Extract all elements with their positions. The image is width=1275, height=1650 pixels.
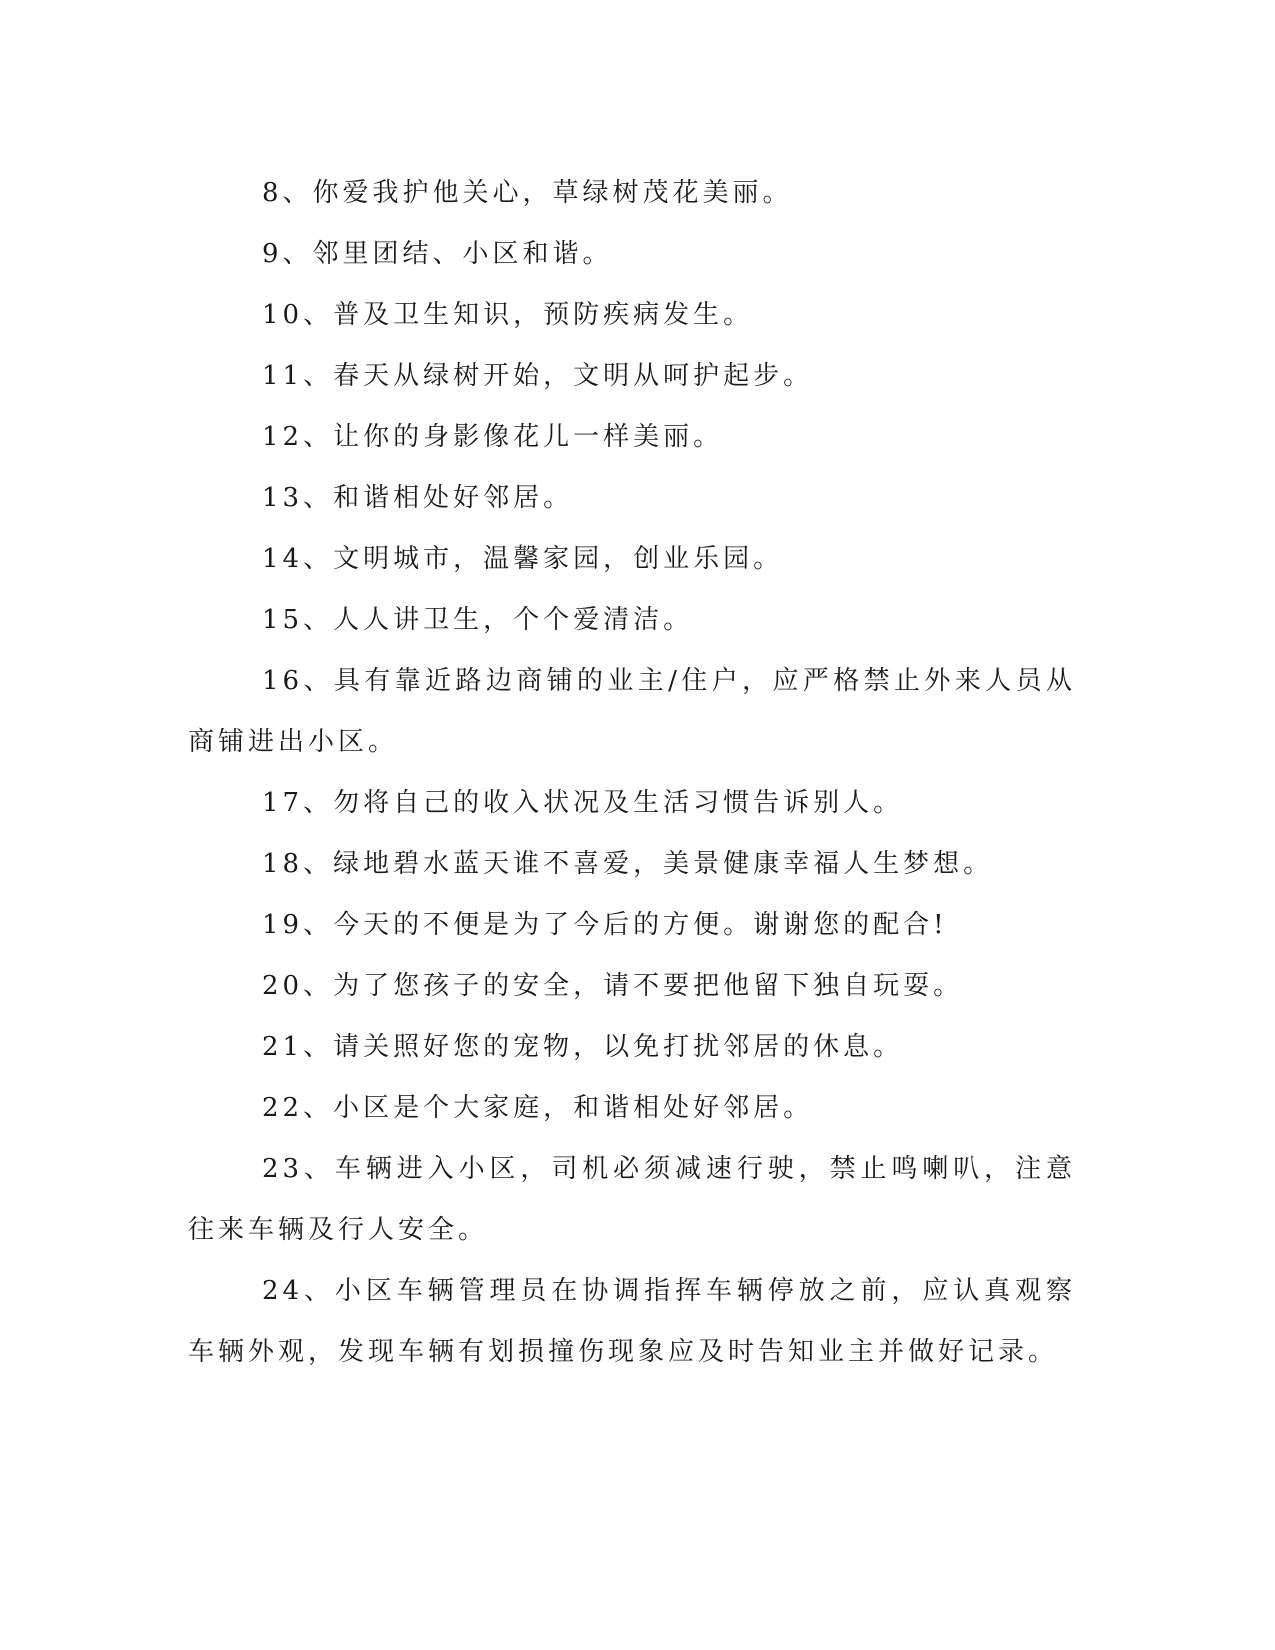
paragraph-item-14: 14、文明城市，温馨家园，创业乐园。 <box>262 544 784 574</box>
paragraph-item-16: 16、具有靠近路边商铺的业主/住户，应严格禁止外来人员从商铺进出小区。 <box>188 666 1076 757</box>
paragraph-item-22: 22、小区是个大家庭，和谐相处好邻居。 <box>262 1093 814 1123</box>
paragraph-item-10: 10、普及卫生知识，预防疾病发生。 <box>262 300 754 330</box>
paragraph-item-8: 8、你爱我护他关心，草绿树茂花美丽。 <box>262 178 793 208</box>
paragraph-item-12: 12、让你的身影像花儿一样美丽。 <box>262 422 724 452</box>
paragraph-item-13: 13、和谐相处好邻居。 <box>262 483 574 513</box>
paragraph-item-11: 11、春天从绿树开始，文明从呵护起步。 <box>262 361 814 391</box>
paragraph-item-24: 24、小区车辆管理员在协调指挥车辆停放之前，应认真观察车辆外观，发现车辆有划损撞伤现象应及时告知业主并做好记录。 <box>188 1276 1076 1367</box>
paragraph-item-20: 20、为了您孩子的安全，请不要把他留下独自玩耍。 <box>262 971 964 1001</box>
paragraph-item-15: 15、人人讲卫生，个个爱清洁。 <box>262 605 694 635</box>
paragraph-item-9: 9、邻里团结、小区和谐。 <box>262 239 613 269</box>
paragraph-item-21: 21、请关照好您的宠物，以免打扰邻居的休息。 <box>262 1032 904 1062</box>
paragraph-item-19: 19、今天的不便是为了今后的方便。谢谢您的配合! <box>262 910 948 940</box>
paragraph-item-23: 23、车辆进入小区，司机必须减速行驶，禁止鸣喇叭，注意往来车辆及行人安全。 <box>188 1154 1076 1245</box>
paragraph-item-18: 18、绿地碧水蓝天谁不喜爱，美景健康幸福人生梦想。 <box>262 849 994 879</box>
paragraph-item-17: 17、勿将自己的收入状况及生活习惯告诉别人。 <box>262 788 904 818</box>
document-body <box>188 163 1076 1383</box>
